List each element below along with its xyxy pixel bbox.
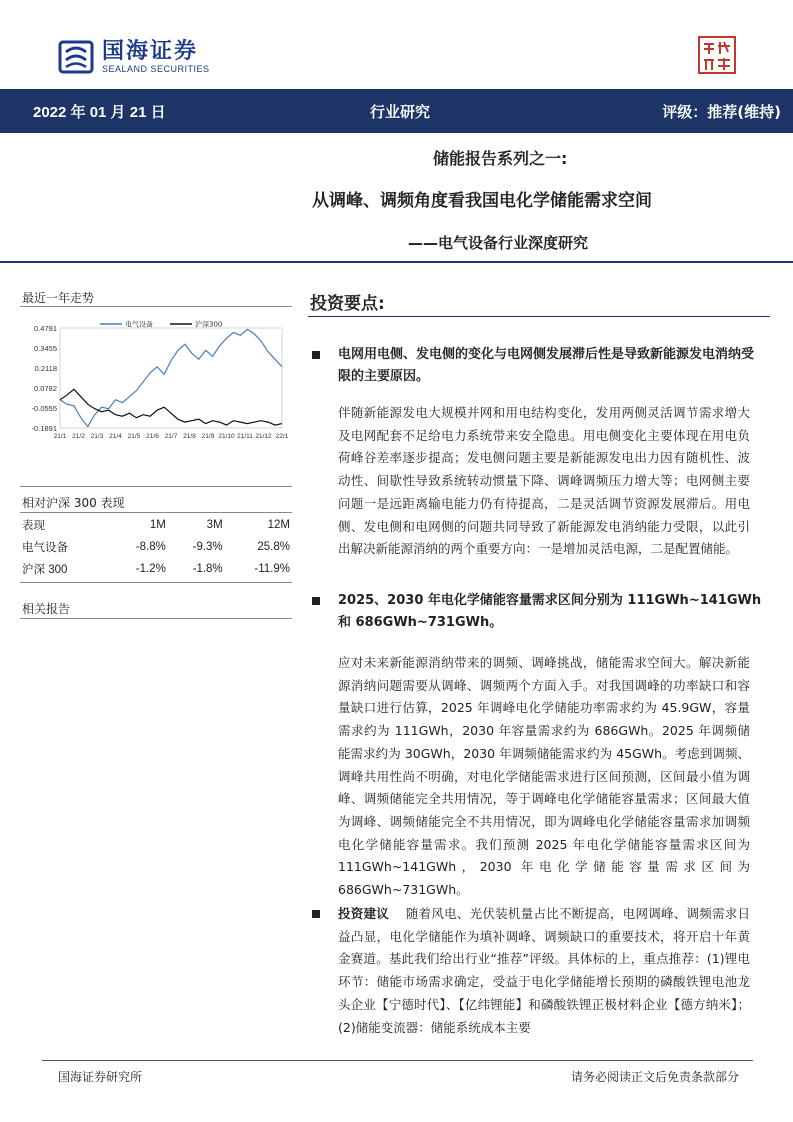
logo-chinese-name: 国海证券 — [102, 39, 199, 64]
sidebar-divider — [20, 512, 292, 513]
sidebar-divider — [20, 618, 292, 619]
x-tick-label: 21/4 — [109, 433, 122, 440]
report-rating: 评级：推荐(维持) — [662, 103, 781, 121]
table-cell: -9.3% — [192, 541, 223, 553]
table-cell: -1.8% — [192, 563, 223, 575]
research-seal-icon — [698, 36, 736, 74]
sub-title: ——电气设备行业深度研究 — [408, 234, 589, 252]
table-cell: 沪深 300 — [22, 564, 68, 576]
title-divider — [0, 261, 793, 263]
performance-table — [22, 514, 290, 580]
table-cell: -11.9% — [254, 563, 290, 575]
main-title: 从调峰、调频角度看我国电化学储能需求空间 — [312, 191, 652, 211]
series-title: 储能报告系列之一: — [433, 149, 568, 168]
key-point-text: 2025、2030 年电化学储能容量需求区间分别为 111GWh~141GWh 和 686GWh~731GWh。 — [338, 593, 762, 630]
y-tick-label: 0.3455 — [34, 343, 57, 353]
table-header-cell: 3M — [206, 519, 223, 531]
table-cell: -8.8% — [135, 541, 166, 553]
y-tick-label: 0.2118 — [34, 364, 57, 374]
table-row — [22, 536, 290, 558]
x-tick-label: 21/5 — [127, 433, 141, 440]
x-tick-label: 21/12 — [255, 433, 272, 440]
x-tick-label: 21/3 — [90, 433, 104, 440]
y-tick-label: 0.0782 — [34, 383, 57, 393]
x-tick-label: 21/1 — [53, 433, 67, 440]
paragraph-2: 应对未来新能源消纳带来的调频、调峰挑战，储能需求空间大。解决新能源消纳问题需要从调峰、调频两个方面入手。对我国调峰的功率缺口和容量缺口进行估算，2025 年调峰电化学储能功率需求约为 45.9GW，容量需求约为 111GWh，2030 年容量需求约为 686GWh。2025 年调频储能需求约为 30GWh，2030 年调频储能需求约为 45GWh。考虑到调频、调峰共用性尚不明确，对电化学储能需求进行区间预测，区间最小值为调峰、调频储能完全共用情况，等于调峰电化学储能容量需求；区间最大值为调峰、调频储能完全不共用情况，即为调峰电化学储能容量需求加调频电化学储能容量需求。我们预测 2025 年电化学储能容量需求区间为 111GWh~141GWh，2030 年电化学储能容量需求区间为 686GWh~731GWh。 — [338, 655, 750, 898]
table-cell: -1.2% — [135, 563, 166, 575]
table-cell: 电气设备 — [22, 542, 68, 554]
table-row — [22, 558, 290, 580]
x-tick-label: 21/6 — [146, 433, 159, 440]
x-tick-label: 21/8 — [183, 433, 196, 440]
y-tick-label: -0.1891 — [31, 424, 57, 433]
footer-divider — [42, 1060, 753, 1061]
y-tick-label: -0.0555 — [31, 404, 57, 414]
paragraph-3 — [338, 903, 750, 1039]
legend-label: 电气设备 — [125, 320, 153, 329]
table-header-row — [22, 514, 290, 536]
logo-english-name: SEALAND SECURITIES — [102, 64, 210, 74]
table-header-cell: 表现 — [22, 520, 45, 532]
perf-heading: 相对沪深 300 表现 — [22, 496, 125, 510]
sealand-logo-icon — [58, 40, 94, 74]
footer-disclaimer: 请务必阅读正文后免责条款部分 — [570, 1070, 739, 1084]
legend-label: 沪深300 — [195, 320, 223, 329]
x-tick-label: 21/2 — [72, 433, 85, 440]
table-header-cell: 12M — [267, 519, 290, 531]
key-points-heading: 投资要点: — [310, 294, 385, 314]
sidebar-divider — [20, 582, 292, 583]
key-point-text: 电网用电侧、发电侧的变化与电网侧发展滞后性是导致新能源发电消纳受限的主要原因。 — [338, 347, 755, 384]
company-logo — [58, 40, 210, 74]
investment-advice-label: 投资建议 — [338, 906, 390, 921]
trend-heading: 最近一年走势 — [22, 291, 95, 305]
y-tick-label: 0.4791 — [34, 324, 57, 333]
header-bar — [0, 89, 793, 133]
related-heading: 相关报告 — [22, 602, 71, 616]
report-date: 2022 年 01 月 21 日 — [33, 104, 166, 121]
bullet-square-icon — [312, 910, 320, 918]
investment-advice-text: 随着风电、光伏装机量占比不断提高，电网调峰、调频需求日益凸显，电化学储能作为填补调峰、调频缺口的重要技术，将开启十年黄金赛道。基此我们给出行业“推荐”评级。具体标的上，重点推荐：(1)锂电环节：储能市场需求确定，受益于电化学储能增长预期的磷酸铁锂电池龙头企业【宁德时代】、【亿纬锂能】和磷酸铁锂正极材料企业【德方纳米】；(2)储能变流器：储能系统成本主要 — [338, 906, 750, 1035]
trend-chart — [20, 316, 292, 456]
series-line-csi300 — [60, 389, 282, 425]
main-divider — [308, 316, 770, 317]
x-tick-label: 22/1 — [275, 433, 289, 440]
report-category: 行业研究 — [370, 103, 431, 121]
x-tick-label: 21/11 — [237, 433, 253, 440]
sidebar-divider — [20, 486, 292, 487]
bullet-square-icon — [312, 597, 320, 605]
x-tick-label: 21/10 — [218, 433, 235, 440]
footer-institute: 国海证券研究所 — [58, 1070, 143, 1084]
x-tick-label: 21/7 — [164, 433, 178, 440]
x-tick-label: 21/9 — [201, 433, 215, 440]
series-line-electrical-equipment — [60, 329, 282, 426]
bullet-square-icon — [312, 351, 320, 359]
sidebar-divider — [20, 306, 292, 307]
table-header-cell: 1M — [149, 519, 166, 531]
table-cell: 25.8% — [257, 541, 290, 553]
paragraph-1: 伴随新能源发电大规模并网和用电结构变化，发用两侧灵活调节需求增大及电网配套不足给电力系统带来安全隐患。用电侧变化主要体现在用电负荷峰谷差率逐步提高；发电侧问题主要是新能源发电出力因有随机性、波动性、间歇性导致系统转动惯量下降、调峰调频压力增大等；电网侧主要问题一是远距离输电能力仍有待提高，二是灵活调节资源发展滞后。用电侧、发电侧和电网侧的问题共同导致了新能源发电消纳能力受限，以此引出解决新能源消纳的两个重要方向：一是增加灵活电源，二是配置储能。 — [338, 405, 750, 557]
